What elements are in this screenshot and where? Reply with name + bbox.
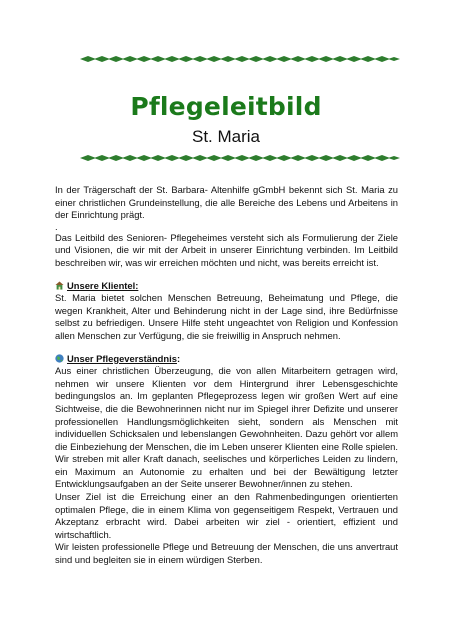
- intro-paragraph-2: Das Leitbild des Senioren- Pflegeheimes versteht sich als Formulierung der Ziele und Visionen, die wir mit der Arbeit in unserer Einrichtung verbinden. Im Leitbild beschreiben wir, was wir erreichen möchten und nicht, was bereits erreicht ist.: [55, 231, 398, 268]
- document-body: [55, 184, 398, 567]
- section-heading-suffix: :: [176, 352, 181, 364]
- section-body-klientel: St. Maria bietet solchen Menschen Betreuung, Beheimatung und Pflege, die wegen Krankheit, Alter und Behinderung nicht in der Lage sind, ihre Bedürfnisse selbst zu befriedigen. Unsere Hilfe steht ungeachtet von Religion und Konfession allen Menschen zur Verfügung, die sie freiwillig in Anspruch nehmen.: [55, 292, 398, 341]
- intro-dot: .: [55, 220, 58, 232]
- section-heading-klientel: [55, 280, 398, 293]
- house-icon: [55, 281, 64, 290]
- section-heading-text: Unsere Klientel:: [67, 279, 139, 291]
- page-subtitle: St. Maria: [191, 127, 261, 146]
- globe-icon: [55, 354, 64, 363]
- section-heading-text: Unser Pflegeverständnis: [67, 352, 177, 364]
- section-body-pflegeverstaendnis-3: Wir leisten professionelle Pflege und Betreuung der Menschen, die uns anvertraut sind und begleiten sie in einem würdigen Sterben.: [55, 541, 398, 566]
- section-body-pflegeverstaendnis-2: Unser Ziel ist die Erreichung einer an den Rahmenbedingungen orientierten optimalen Pflege, die in einem Klima von gegenseitigem Respekt, Vertrauen und Akzeptanz erbracht wird. Dabei arbeiten wir ziel - orientiert, effizient und wirtschaftlich.: [55, 491, 398, 540]
- page-title: Pflegeleitbild: [130, 92, 322, 121]
- decorative-divider-top: [80, 55, 400, 63]
- section-heading-pflegeverstaendnis: [55, 353, 398, 366]
- section-body-pflegeverstaendnis: Aus einer christlichen Überzeugung, die von allen Mitarbeitern getragen wird, nehmen wir unsere Klienten vor dem Hintergrund ihrer Lebensgeschichte bedingungslos an. Im geplanten Pflegeprozess legen wir großen Wert auf eine Sichtweise, die die Bewohnerinnen nicht nur im Spiegel ihrer Defizite und unserer professionellen Handlungsmöglichkeiten sieht, sondern als Menschen mit individuellen Schicksalen und lebenslangen Gewohnheiten. Dazu gehört vor allem die Einbeziehung der Menschen, die im Leben unserer Klienten eine Rolle spielen. Wir streben mit aller Kraft danach, seelisches und körperliches Leiden zu lindern, ein Maximum an Autonomie zu erhalten und bei der Bewältigung letzter Entwicklungsaufgaben an der Seite unserer Bewohner/innen zu stehen.: [55, 365, 398, 490]
- intro-paragraph-1: In der Trägerschaft der St. Barbara- Altenhilfe gGmbH bekennt sich St. Maria zu einer christlichen Grundeinstellung, die alle Bereiche des Lebens und Arbeitens in der Einrichtung prägt.: [55, 184, 398, 221]
- decorative-divider-middle: [80, 154, 400, 162]
